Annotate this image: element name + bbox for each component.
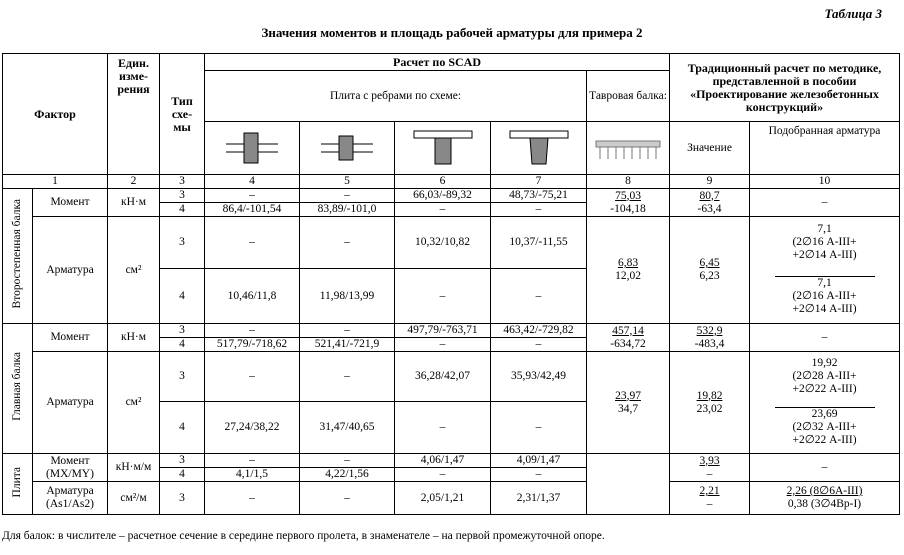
value-cell: – (300, 352, 395, 402)
value-cell: 86,4/-101,54 (205, 203, 300, 217)
numerator: 2,26 (8∅6А-III) (786, 485, 863, 497)
numerator: 2,21 (699, 485, 720, 497)
rebar-line: +2∅22 А-III) (792, 383, 857, 396)
scheme-3: 3 (160, 454, 205, 468)
value-cell: – (491, 203, 587, 217)
value-cell: – (205, 352, 300, 402)
col-number: 2 (108, 175, 160, 189)
group-secondary-beam (3, 189, 33, 324)
value-cell: 36,28/42,07 (395, 352, 491, 402)
slab-rib-scheme-b-icon (317, 130, 377, 166)
value-cell: 48,73/-75,21 (491, 189, 587, 203)
rebar-line: +2∅14 А-III) (792, 249, 857, 262)
group-slab-label: Плита (11, 466, 23, 498)
rebar-dash: – (750, 454, 900, 482)
value-cell: 10,46/11,8 (205, 269, 300, 324)
tbeam-rebar (587, 352, 670, 454)
scheme-icon-cell-5 (300, 122, 395, 175)
results-table-wrapper (2, 53, 900, 515)
value-cell: – (300, 454, 395, 468)
unit-knm: кН·м (108, 324, 160, 352)
numerator: 6,83 (617, 257, 639, 269)
value-cell: – (300, 482, 395, 515)
tbeam-slab-empty (587, 454, 670, 515)
header-ribbed-slab: Плита с ребрами по схеме: (205, 71, 587, 122)
results-table (2, 53, 900, 515)
value-cell: 10,32/10,82 (395, 217, 491, 269)
unit-knmm: кН·м/м (108, 454, 160, 482)
value-cell: – (395, 402, 491, 454)
scheme-4: 4 (160, 402, 205, 454)
value-cell: 4,1/1,5 (205, 468, 300, 482)
unit-cm2m: см²/м (108, 482, 160, 515)
rebar-line: (2∅28 А-III+ (792, 370, 857, 383)
scheme-icon-cell-4 (205, 122, 300, 175)
header-scheme-type: Тип схе- мы (160, 54, 205, 175)
scheme-icon-cell-8 (587, 122, 670, 175)
tbeam-rebar (587, 217, 670, 324)
scheme-4: 4 (160, 468, 205, 482)
rebar-line: 7,1 (817, 276, 832, 289)
rebar-line: (2∅16 А-III+ (792, 236, 857, 249)
value-cell: – (300, 217, 395, 269)
selected-rebar (750, 402, 900, 454)
col-number: 1 (3, 175, 108, 189)
traditional-moment (670, 454, 750, 482)
header-value: Значение (670, 122, 750, 175)
header-scad: Расчет по SCAD (205, 54, 670, 71)
col-number: 6 (395, 175, 491, 189)
numerator: 19,82 (696, 389, 723, 402)
denominator: – (706, 498, 713, 510)
table-title: Значения моментов и площадь рабочей арматуры для примера 2 (261, 25, 643, 40)
group-secondary-label: Второстепенная балка (11, 199, 23, 309)
header-unit: Един. изме- рения (108, 54, 160, 175)
scheme-icon-cell-7 (491, 122, 587, 175)
selected-rebar (750, 352, 900, 402)
col-number: 3 (160, 175, 205, 189)
numerator: 532,9 (696, 324, 723, 337)
denominator: -63,4 (697, 202, 722, 215)
scheme-icon-cell-6 (395, 122, 491, 175)
denominator: -634,72 (610, 337, 646, 350)
factor-rebar: Арматура (33, 352, 108, 454)
denominator: 0,38 (3∅4Вр-I) (787, 498, 862, 510)
factor-rebar-as: Арматура (As1/As2) (33, 482, 108, 515)
col-number: 4 (205, 175, 300, 189)
denominator: 34,7 (617, 402, 639, 415)
value-cell: – (395, 203, 491, 217)
scheme-4: 4 (160, 338, 205, 352)
value-cell: 497,79/-763,71 (395, 324, 491, 338)
rebar-line: 19,92 (811, 357, 838, 370)
col-number: 9 (670, 175, 750, 189)
numerator: 3,93 (699, 454, 720, 467)
value-cell: 4,22/1,56 (300, 468, 395, 482)
value-cell: – (395, 468, 491, 482)
value-cell: 521,41/-721,9 (300, 338, 395, 352)
value-cell: – (300, 189, 395, 203)
scheme-4: 4 (160, 269, 205, 324)
value-cell: 27,24/38,22 (205, 402, 300, 454)
table-number: Таблица 3 (824, 6, 882, 21)
header-selected-rebar: Подобранная арматура (750, 122, 900, 175)
rebar-line: 7,1 (817, 223, 832, 236)
scheme-3: 3 (160, 324, 205, 338)
value-cell: 31,47/40,65 (300, 402, 395, 454)
denominator: -104,18 (610, 202, 646, 215)
traditional-moment (670, 189, 750, 217)
factor-moment: Момент (33, 324, 108, 352)
numerator: 23,97 (615, 389, 641, 402)
value-cell: 10,37/-11,55 (491, 217, 587, 269)
value-cell: – (300, 324, 395, 338)
tbeam-moment (587, 324, 670, 352)
tbeam-3d-icon (592, 133, 664, 163)
value-cell: 35,93/42,49 (491, 352, 587, 402)
traditional-rebar-value (670, 217, 750, 324)
header-tbeam: Тавровая балка: (587, 71, 670, 122)
numerator: 6,45 (699, 257, 720, 269)
traditional-moment (670, 324, 750, 352)
rebar-line: (2∅32 А-III+ (792, 421, 857, 434)
selected-rebar (750, 217, 900, 269)
group-main-beam (3, 324, 33, 454)
col-number: 8 (587, 175, 670, 189)
rebar-line: +2∅14 А-III) (792, 302, 857, 315)
header-factor: Фактор (3, 54, 108, 175)
col-number: 7 (491, 175, 587, 189)
value-cell: – (205, 454, 300, 468)
unit-cm2: см² (108, 352, 160, 454)
value-cell: – (491, 338, 587, 352)
denominator: 12,02 (615, 270, 641, 282)
value-cell: – (205, 217, 300, 269)
value-cell: 2,31/1,37 (491, 482, 587, 515)
rebar-dash: – (750, 324, 900, 352)
factor-moment: Момент (33, 189, 108, 217)
tbeam-moment (587, 189, 670, 217)
value-cell: – (395, 269, 491, 324)
value-cell: – (205, 482, 300, 515)
scheme-3: 3 (160, 217, 205, 269)
rebar-line: 23,69 (811, 408, 838, 421)
value-cell: – (491, 468, 587, 482)
value-cell: 83,89/-101,0 (300, 203, 395, 217)
factor-rebar: Арматура (33, 217, 108, 324)
value-cell: 4,09/1,47 (491, 454, 587, 468)
unit-cm2: см² (108, 217, 160, 324)
numerator: 457,14 (612, 324, 644, 337)
col-number: 10 (750, 175, 900, 189)
value-cell: 11,98/13,99 (300, 269, 395, 324)
group-slab (3, 454, 33, 515)
value-cell: 517,79/-718,62 (205, 338, 300, 352)
selected-rebar (750, 269, 900, 324)
scheme-3: 3 (160, 482, 205, 515)
rebar-line: +2∅22 А-III) (792, 434, 857, 447)
value-cell: – (491, 269, 587, 324)
selected-rebar (750, 482, 900, 515)
value-cell: 2,05/1,21 (395, 482, 491, 515)
value-cell: – (205, 189, 300, 203)
scheme-4: 4 (160, 203, 205, 217)
header-traditional: Традиционный расчет по методике, представленной в пособии «Проектирование железобетонных конструкций» (670, 54, 900, 122)
denominator: 23,02 (696, 402, 723, 415)
group-main-label: Главная балка (11, 352, 23, 421)
traditional-rebar-value (670, 482, 750, 515)
denominator: – (706, 467, 713, 480)
slab-rib-scheme-d-icon (504, 128, 574, 168)
value-cell: 66,03/-89,32 (395, 189, 491, 203)
scheme-3: 3 (160, 189, 205, 203)
denominator: -483,4 (694, 337, 725, 350)
value-cell: – (491, 402, 587, 454)
numerator: 75,03 (615, 189, 641, 202)
rebar-dash: – (750, 189, 900, 217)
slab-rib-scheme-a-icon (222, 130, 282, 166)
factor-moment-mxmy: Момент (MX/MY) (33, 454, 108, 482)
traditional-rebar-value (670, 352, 750, 454)
value-cell: – (395, 338, 491, 352)
numerator: 80,7 (699, 189, 720, 202)
value-cell: 4,06/1,47 (395, 454, 491, 468)
denominator: 6,23 (699, 270, 720, 282)
value-cell: 463,42/-729,82 (491, 324, 587, 338)
col-number: 5 (300, 175, 395, 189)
unit-knm: кН·м (108, 189, 160, 217)
rebar-line: (2∅16 А-III+ (792, 289, 857, 302)
slab-rib-scheme-c-icon (408, 128, 478, 168)
value-cell: – (205, 324, 300, 338)
scheme-3: 3 (160, 352, 205, 402)
footnote: Для балок: в числителе – расчетное сечение в середине первого пролета, в знаменателе – на первой промежуточной опоре. (2, 530, 605, 542)
